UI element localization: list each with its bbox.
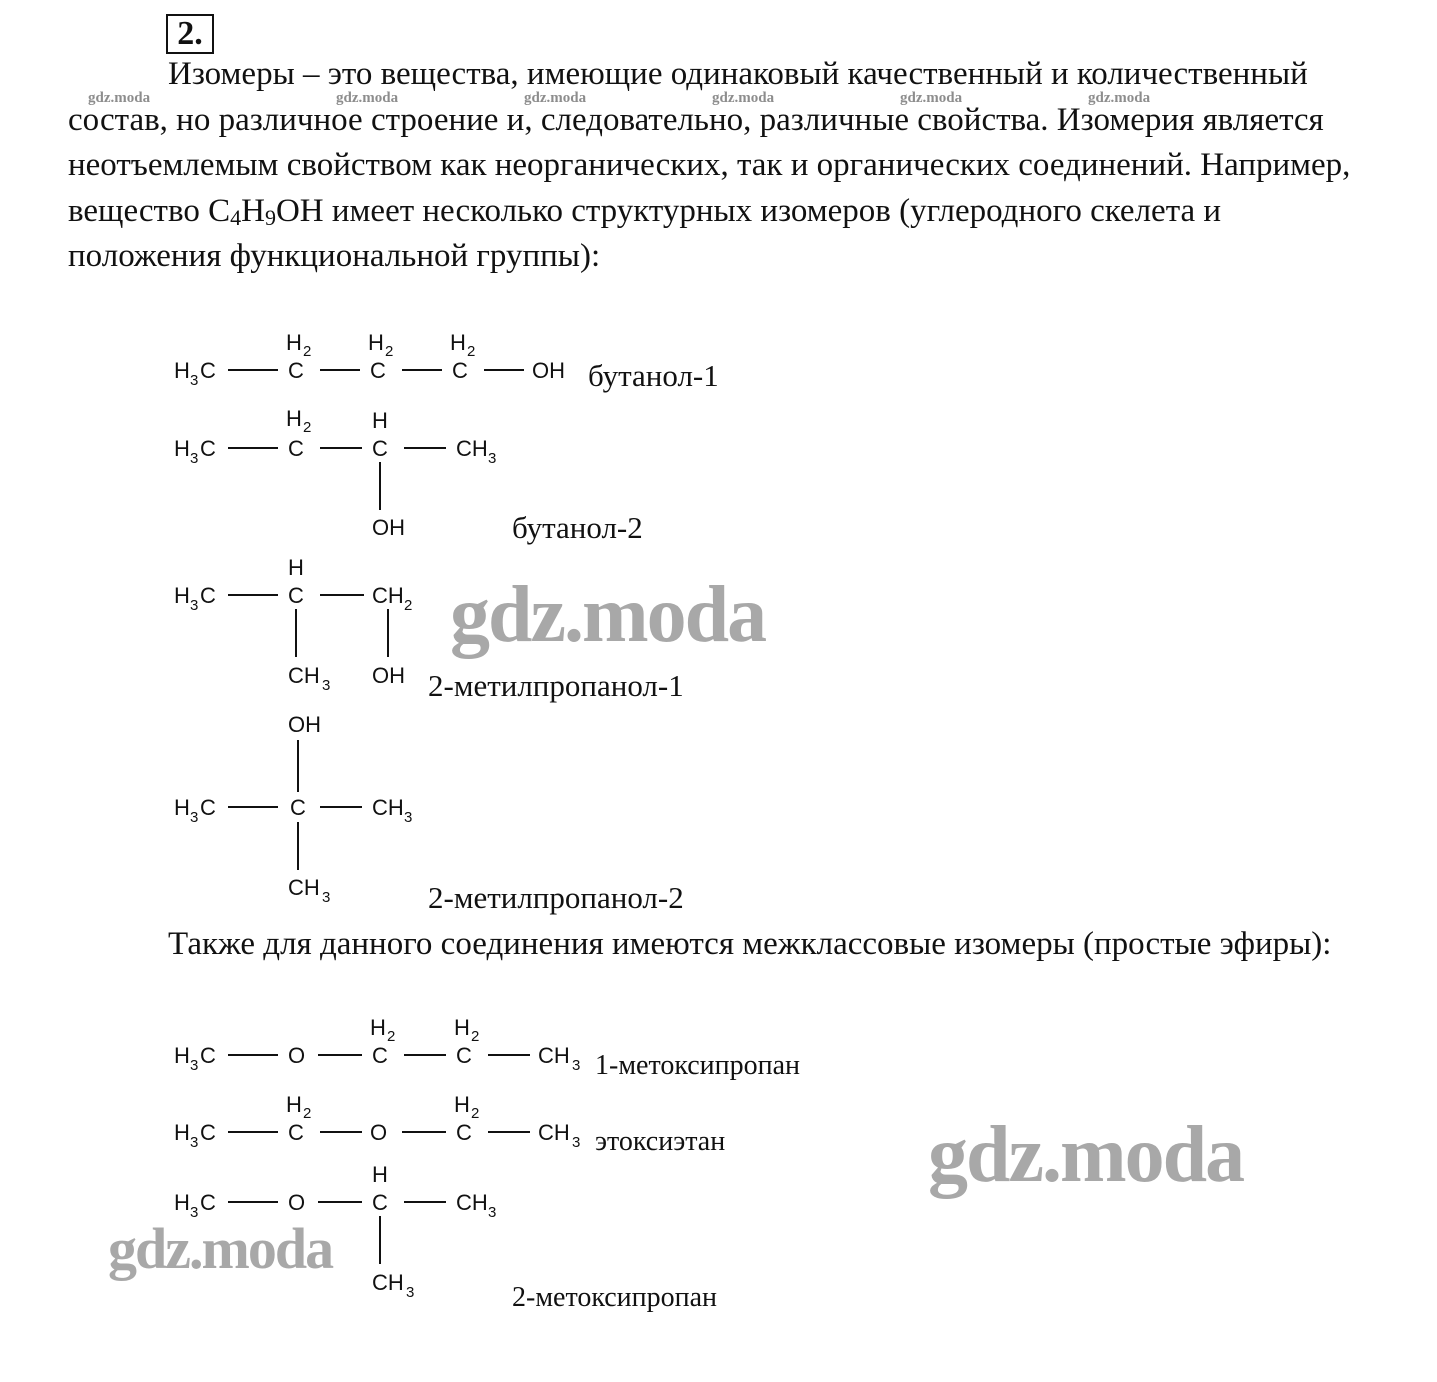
svg-text:O: O xyxy=(288,1043,306,1068)
svg-text:CH: CH xyxy=(288,875,320,900)
watermark-small: gdz.moda xyxy=(88,90,151,106)
svg-text:H: H xyxy=(174,1120,190,1145)
svg-text:H: H xyxy=(370,1015,386,1040)
svg-text:O: O xyxy=(370,1120,388,1145)
svg-text:2: 2 xyxy=(404,597,413,614)
svg-text:3: 3 xyxy=(190,809,199,826)
isomer-name: бутанол-1 xyxy=(588,358,719,393)
svg-text:CH: CH xyxy=(372,1270,404,1295)
isomer-name: бутанол-2 xyxy=(512,510,643,545)
svg-text:C: C xyxy=(200,436,216,461)
svg-text:CH: CH xyxy=(372,583,404,608)
watermark-large: gdz.moda xyxy=(928,1111,1244,1199)
task-number: 2. xyxy=(166,14,214,54)
svg-text:H: H xyxy=(174,1190,190,1215)
svg-text:3: 3 xyxy=(190,597,199,614)
svg-text:H: H xyxy=(372,408,388,433)
butanol-1-structure xyxy=(174,330,565,389)
svg-text:2: 2 xyxy=(471,1028,480,1045)
svg-text:2: 2 xyxy=(387,1028,396,1045)
svg-text:C: C xyxy=(372,1043,388,1068)
svg-text:CH: CH xyxy=(372,795,404,820)
svg-text:OH: OH xyxy=(532,358,565,383)
svg-text:C: C xyxy=(200,1190,216,1215)
svg-text:2: 2 xyxy=(303,343,312,360)
svg-text:H: H xyxy=(454,1015,470,1040)
svg-text:3: 3 xyxy=(190,372,199,389)
svg-text:OH: OH xyxy=(288,712,321,737)
1-methoxypropane-structure xyxy=(174,1015,580,1074)
svg-text:C: C xyxy=(288,583,304,608)
svg-text:C: C xyxy=(452,358,468,383)
svg-text:CH: CH xyxy=(538,1120,570,1145)
svg-text:3: 3 xyxy=(572,1134,581,1151)
watermark-large: gdz.moda xyxy=(108,1216,333,1281)
svg-text:3: 3 xyxy=(572,1057,581,1074)
svg-text:H: H xyxy=(450,330,466,355)
svg-text:CH: CH xyxy=(288,663,320,688)
watermark-small: gdz.moda xyxy=(1088,90,1151,106)
2-methylpropanol-2-structure xyxy=(174,712,412,906)
svg-text:CH: CH xyxy=(456,1190,488,1215)
svg-text:H: H xyxy=(454,1092,470,1117)
svg-text:3: 3 xyxy=(488,450,497,467)
isomer-name: 2-метилпропанол-1 xyxy=(428,668,684,703)
ether-name: 1-метоксипропан xyxy=(595,1050,801,1081)
svg-text:C: C xyxy=(372,436,388,461)
svg-text:C: C xyxy=(288,1120,304,1145)
watermark-large: gdz.moda xyxy=(450,571,766,659)
svg-text:C: C xyxy=(200,795,216,820)
svg-text:2: 2 xyxy=(471,1105,480,1122)
svg-text:H: H xyxy=(372,1162,388,1187)
svg-text:3: 3 xyxy=(322,889,331,906)
svg-text:C: C xyxy=(200,1120,216,1145)
svg-text:2: 2 xyxy=(385,343,394,360)
isomer-name: 2-метилпропанол-2 xyxy=(428,880,684,915)
svg-text:H: H xyxy=(174,436,190,461)
svg-text:O: O xyxy=(288,1190,306,1215)
2-methylpropanol-1-structure xyxy=(174,555,412,694)
svg-text:H: H xyxy=(174,358,190,383)
svg-text:C: C xyxy=(288,436,304,461)
svg-text:H: H xyxy=(174,583,190,608)
svg-text:OH: OH xyxy=(372,515,405,540)
svg-text:C: C xyxy=(456,1043,472,1068)
svg-text:3: 3 xyxy=(404,809,413,826)
svg-text:C: C xyxy=(370,358,386,383)
svg-text:CH: CH xyxy=(456,436,488,461)
svg-text:H: H xyxy=(288,555,304,580)
watermark-small: gdz.moda xyxy=(900,90,963,106)
svg-text:C: C xyxy=(200,583,216,608)
svg-text:H: H xyxy=(174,795,190,820)
svg-text:C: C xyxy=(456,1120,472,1145)
svg-text:3: 3 xyxy=(488,1204,497,1221)
svg-text:C: C xyxy=(290,795,306,820)
svg-text:3: 3 xyxy=(190,450,199,467)
svg-text:OH: OH xyxy=(372,663,405,688)
svg-text:CH: CH xyxy=(538,1043,570,1068)
watermark-small: gdz.moda xyxy=(336,90,399,106)
butanol-2-structure xyxy=(174,406,496,540)
intro-paragraph: Изомеры – это вещества, имеющие одинаковый качественный и количественный состав, но различное строение и, следовательно, различные свойства. Изомерия является неотъемлемым свойством как неорганических, так и органических соединений. Например, вещество $C_4H_9OH$ имеет несколько структурных изомеров (углеродного скелета и положения функциональной группы): xyxy=(68,56,1351,274)
interclass-paragraph: Также для данного соединения имеются межклассовые изомеры (простые эфиры): xyxy=(168,926,1332,962)
svg-text:3: 3 xyxy=(190,1134,199,1151)
ether-name: 2-метоксипропан xyxy=(512,1282,718,1313)
svg-text:C: C xyxy=(288,358,304,383)
svg-text:2: 2 xyxy=(467,343,476,360)
ethoxyethane-structure xyxy=(174,1092,580,1151)
svg-text:H: H xyxy=(286,1092,302,1117)
watermark-small: gdz.moda xyxy=(712,90,775,106)
svg-text:H: H xyxy=(368,330,384,355)
svg-text:3: 3 xyxy=(406,1284,415,1301)
svg-text:3: 3 xyxy=(322,677,331,694)
svg-text:2: 2 xyxy=(303,1105,312,1122)
svg-text:3: 3 xyxy=(190,1057,199,1074)
svg-text:C: C xyxy=(200,1043,216,1068)
svg-text:C: C xyxy=(200,358,216,383)
svg-text:H: H xyxy=(174,1043,190,1068)
svg-text:C: C xyxy=(372,1190,388,1215)
svg-text:H: H xyxy=(286,406,302,431)
svg-text:H: H xyxy=(286,330,302,355)
svg-text:3: 3 xyxy=(190,1204,199,1221)
svg-text:2: 2 xyxy=(303,419,312,436)
ether-name: этоксиэтан xyxy=(595,1126,726,1157)
watermark-small: gdz.moda xyxy=(524,90,587,106)
